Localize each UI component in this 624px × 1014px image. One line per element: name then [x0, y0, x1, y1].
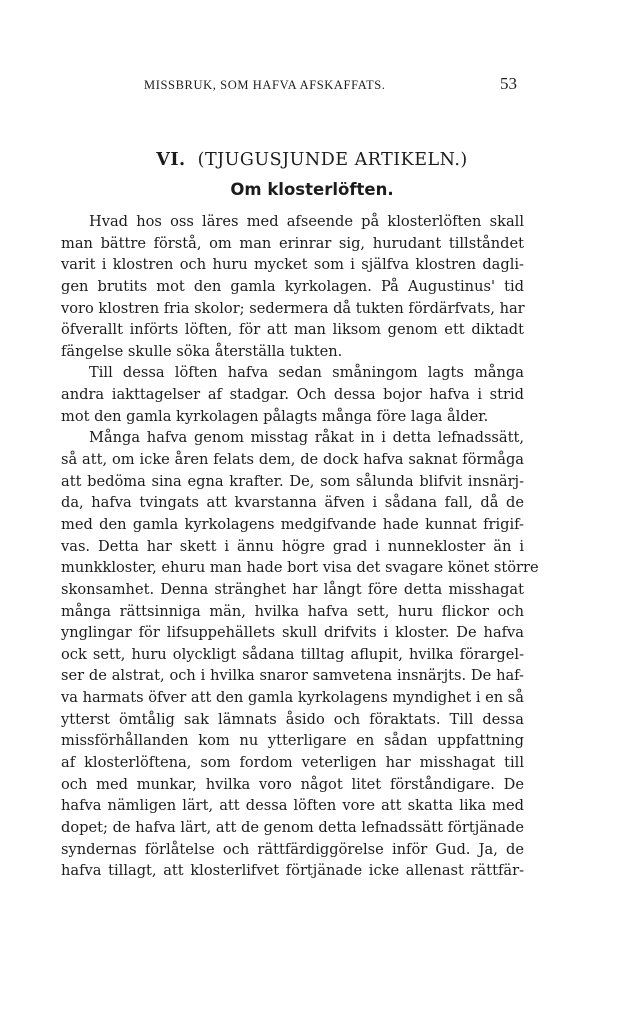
- text-line: skonsamhet. Denna stränghet har långt före detta misshagat: [61, 580, 524, 598]
- text-line: ser de alstrat, och i hvilka snaror samvetena insnärjts. De haf-: [61, 667, 524, 685]
- text-line: att bedöma sina egna krafter. De, som sålunda blifvit insnärj-: [61, 472, 524, 490]
- text-line: gen brutits mot den gamla kyrkolagen. På Augustinus' tid: [61, 277, 524, 295]
- text-line: ock sett, huru olyckligt sådana tilltag aflupit, hvilka förargel-: [61, 645, 524, 663]
- text-line: hafva tillagt, att klosterlifvet förtjänade icke allenast rättfär-: [61, 862, 524, 880]
- text-line: munkkloster, ehuru man hade bort visa det svagare könet större: [61, 559, 539, 577]
- running-head: MISSBRUK, SOM HAFVA AFSKAFFATS.: [144, 78, 386, 92]
- text-line: syndernas förlåtelse och rättfärdiggörelse inför Gud. Ja, de: [61, 840, 524, 858]
- section-heading: [0, 150, 624, 170]
- page-number: 53: [500, 74, 517, 93]
- text-line: voro klostren fria skolor; sedermera då tukten fördärfvats, har: [61, 299, 525, 317]
- text-line: missförhållanden kom nu ytterligare en sådan uppfattning: [61, 732, 524, 750]
- text-line: ytterst ömtålig sak lämnats åsido och föraktats. Till dessa: [61, 710, 524, 728]
- text-line: va harmats öfver att den gamla kyrkolagens myndighet i en så: [61, 689, 524, 707]
- text-line: öfverallt införts löften, för att man liksom genom ett diktadt: [61, 321, 524, 339]
- text-line: och med munkar, hvilka voro något litet förståndigare. De: [61, 775, 524, 793]
- text-line: Många hafva genom misstag råkat in i detta lefnadssätt,: [89, 429, 524, 447]
- text-line: många rättsinniga män, hvilka hafva sett, huru flickor och: [61, 602, 524, 620]
- text-line: andra iakttagelser af stadgar. Och dessa bojor hafva i strid: [61, 386, 524, 404]
- body-text: [61, 211, 539, 882]
- text-line: Hvad hos oss läres med afseende på klosterlöften skall: [89, 213, 524, 230]
- section-number: VI.: [156, 150, 186, 170]
- section-subtitle: Om klosterlöften.: [230, 180, 394, 199]
- text-line: varit i klostren och huru mycket som i själfva klostren dagli-: [61, 256, 524, 274]
- text-line: mot den gamla kyrkolagen pålagts många före laga ålder.: [61, 407, 489, 425]
- text-line: man bättre förstå, om man erinrar sig, hurudant tillståndet: [61, 234, 524, 252]
- text-line: fängelse skulle söka återställa tukten.: [61, 342, 343, 360]
- text-line: vas. Detta har skett i ännu högre grad i nunnekloster än i: [61, 537, 524, 555]
- text-line: så att, om icke åren felats dem, de dock hafva saknat förmåga: [61, 451, 524, 469]
- text-line: med den gamla kyrkolagens medgifvande hade kunnat frigif-: [61, 515, 524, 533]
- text-line: af klosterlöftena, som fordom veterligen har misshagat till: [61, 754, 524, 772]
- text-line: dopet; de hafva lärt, att de genom detta lefnadssätt förtjänade: [61, 818, 524, 836]
- text-line: ynglingar för lifsuppehällets skull drifvits i kloster. De hafva: [61, 624, 524, 642]
- text-line: hafva nämligen lärt, att dessa löften vore att skatta lika med: [61, 797, 524, 815]
- text-line: Till dessa löften hafva sedan småningom lagts många: [89, 364, 524, 382]
- text-line: da, hafva tvingats att kvarstanna äfven i sådana fall, då de: [61, 494, 524, 512]
- section-title: (TJUGUSJUNDE ARTIKELN.): [197, 150, 468, 170]
